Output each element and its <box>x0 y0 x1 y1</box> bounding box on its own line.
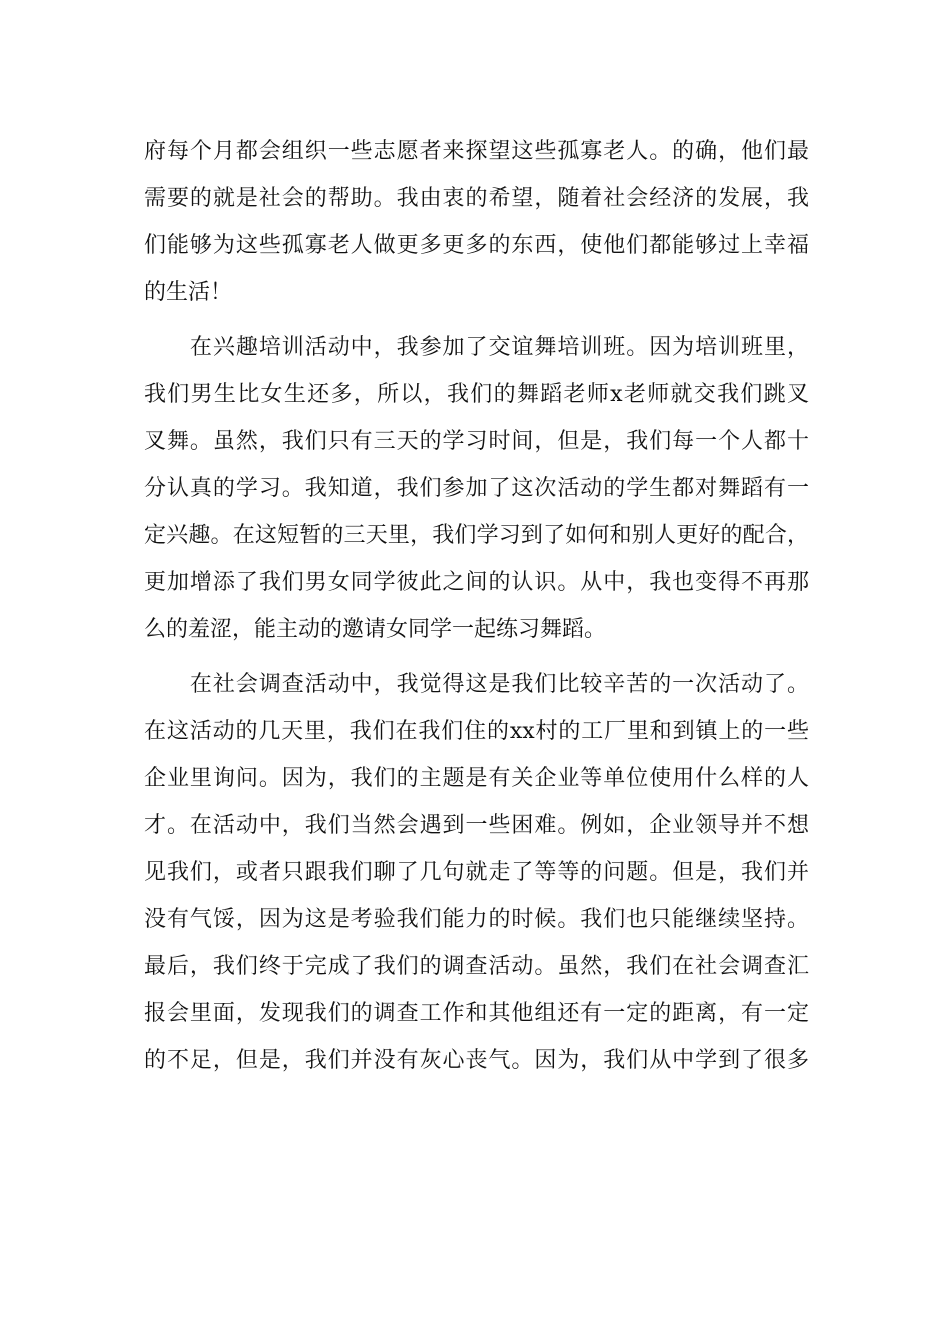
paragraph-line: 定兴趣。在这短暂的三天里，我们学习到了如何和别人更好的配合， <box>144 523 809 548</box>
paragraph-line: 没有气馁，因为这是考验我们能力的时候。我们也只能继续坚持。 <box>144 907 809 932</box>
paragraph-line: 府每个月都会组织一些志愿者来探望这些孤寡老人。的确，他们最 <box>144 139 809 164</box>
paragraph-line: 们能够为这些孤寡老人做更多更多的东西，使他们都能够过上幸福 <box>144 233 809 258</box>
paragraph-line: 才。在活动中，我们当然会遇到一些困难。例如，企业领导并不想 <box>144 813 809 838</box>
paragraph-line: 在这活动的几天里，我们在我们住的xx村的工厂里和到镇上的一些 <box>144 719 809 744</box>
paragraph-spacer <box>144 316 809 324</box>
paragraph-1 <box>144 128 809 316</box>
paragraph-line: 在兴趣培训活动中，我参加了交谊舞培训班。因为培训班里， <box>144 335 809 360</box>
paragraph-line: 报会里面，发现我们的调查工作和其他组还有一定的距离，有一定 <box>144 1001 809 1026</box>
paragraph-spacer <box>144 653 809 661</box>
paragraph-line: 企业里询问。因为，我们的主题是有关企业等单位使用什么样的人 <box>144 766 809 791</box>
paragraph-line: 叉舞。虽然，我们只有三天的学习时间，但是，我们每一个人都十 <box>144 429 809 454</box>
paragraph-line: 的生活！ <box>144 280 233 305</box>
paragraph-line: 的不足，但是，我们并没有灰心丧气。因为，我们从中学到了很多 <box>144 1048 809 1073</box>
paragraph-line: 在社会调查活动中，我觉得这是我们比较辛苦的一次活动了。 <box>144 672 809 697</box>
paragraph-line: 分认真的学习。我知道，我们参加了这次活动的学生都对舞蹈有一 <box>144 476 809 501</box>
paragraph-line: 见我们，或者只跟我们聊了几句就走了等等的问题。但是，我们并 <box>144 860 809 885</box>
paragraph-line: 最后，我们终于完成了我们的调查活动。虽然，我们在社会调查汇 <box>144 954 809 979</box>
paragraph-line: 么的羞涩，能主动的邀请女同学一起练习舞蹈。 <box>144 617 607 642</box>
paragraph-3 <box>144 661 809 1084</box>
paragraph-line: 我们男生比女生还多，所以，我们的舞蹈老师x老师就交我们跳叉 <box>144 382 809 407</box>
document-body <box>144 128 809 1084</box>
paragraph-2 <box>144 324 809 653</box>
paragraph-line: 需要的就是社会的帮助。我由衷的希望，随着社会经济的发展，我 <box>144 186 809 211</box>
paragraph-line: 更加增添了我们男女同学彼此之间的认识。从中，我也变得不再那 <box>144 570 809 595</box>
